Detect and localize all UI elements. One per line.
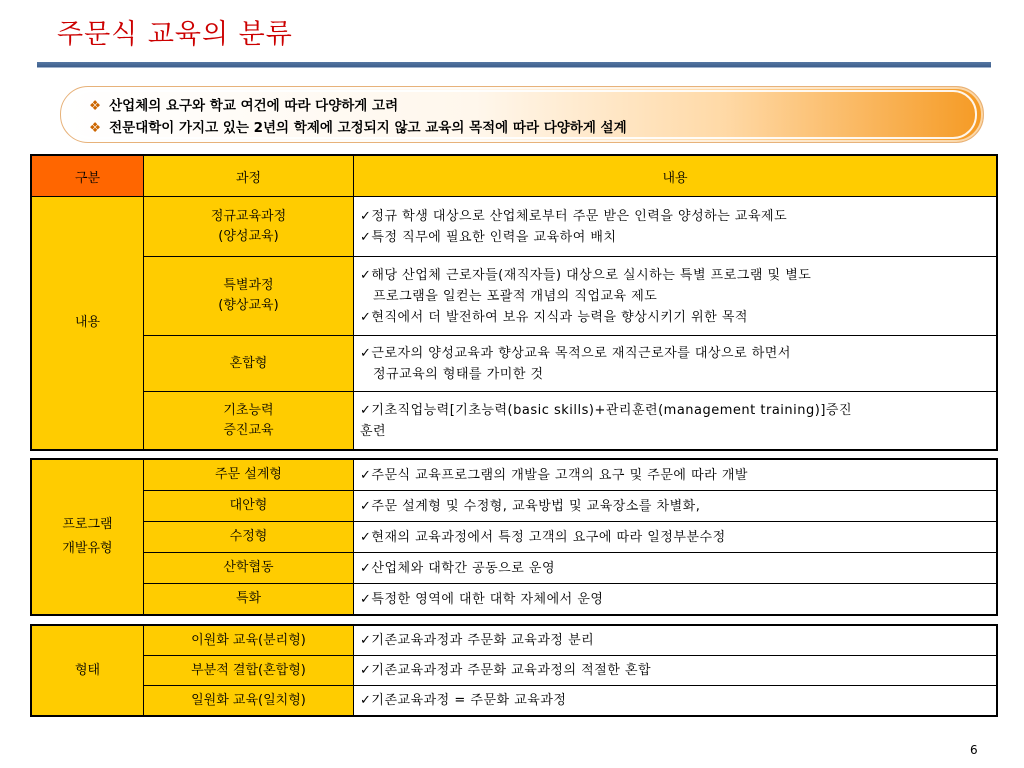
content-line: 훈련 <box>360 423 387 439</box>
process-cell: 대안형 <box>144 491 354 522</box>
process-cell: 부분적 결합(혼합형) <box>144 656 354 686</box>
category-cell-content: 내용 <box>32 197 144 450</box>
process-label: 특별과정 <box>223 278 274 293</box>
diamond-bullet-icon: ❖ <box>89 120 102 136</box>
category-label: 프로그램 <box>62 517 113 532</box>
page-number: 6 <box>970 743 978 757</box>
banner-item-2 <box>89 116 627 136</box>
table-row <box>32 257 997 336</box>
content-cell: ✓기존교육과정과 주문화 교육과정의 적절한 혼합 <box>354 656 997 686</box>
process-cell <box>144 336 354 392</box>
process-sublabel: (양성교육) <box>218 228 279 244</box>
content-cell: ✓주문식 교육프로그램의 개발을 고객의 요구 및 주문에 따라 개발 <box>354 460 997 491</box>
banner-text-2: 전문대학이 가지고 있는 2년의 학제에 고정되지 않고 교육의 목적에 따라 다양하게 설계 <box>109 120 627 136</box>
content-line: ✓특정 직무에 필요한 인력을 교육하여 배치 <box>360 229 617 245</box>
summary-banner <box>60 86 984 143</box>
content-line: ✓현직에서 더 발전하여 보유 지식과 능력을 향상시키기 위한 목적 <box>360 309 748 325</box>
table-row <box>32 197 997 257</box>
title-divider-thin <box>37 67 991 68</box>
content-cell: ✓산업체와 대학간 공동으로 운영 <box>354 553 997 584</box>
content-cell <box>354 257 997 336</box>
table-row <box>32 460 997 491</box>
content-line: 정규교육의 형태를 가미한 것 <box>373 366 544 382</box>
category-cell-form: 형태 <box>32 626 144 716</box>
content-table <box>31 155 997 450</box>
content-line: 프로그램을 일컫는 포괄적 개념의 직업교육 제도 <box>373 288 658 304</box>
content-cell <box>354 392 997 450</box>
process-cell <box>144 392 354 450</box>
content-cell: ✓현재의 교육과정에서 특정 고객의 요구에 따라 일정부분수정 <box>354 522 997 553</box>
content-cell <box>354 336 997 392</box>
banner-item-1 <box>89 94 398 114</box>
content-line: ✓해당 산업체 근로자들(재직자들) 대상으로 실시하는 특별 프로그램 및 별도 <box>360 267 812 283</box>
process-sublabel: 증진교육 <box>223 422 274 438</box>
content-cell: ✓주문 설계형 및 수정형, 교육방법 및 교육장소를 차별화, <box>354 491 997 522</box>
process-label: 정규교육과정 <box>210 208 287 224</box>
page-title: 주문식 교육의 분류 <box>57 19 293 50</box>
table-row <box>32 584 997 615</box>
content-cell: ✓기존교육과정과 주문화 교육과정 분리 <box>354 626 997 656</box>
header-row <box>32 156 997 197</box>
table-row <box>32 522 997 553</box>
program-type-table <box>31 459 997 615</box>
banner-text-1: 산업체의 요구와 학교 여건에 따라 다양하게 고려 <box>109 98 399 114</box>
process-cell <box>144 197 354 257</box>
process-cell: 일원화 교육(일치형) <box>144 686 354 716</box>
process-label: 기초능력 <box>223 402 274 418</box>
table-row <box>32 392 997 450</box>
content-cell: ✓특정한 영역에 대한 대학 자체에서 운영 <box>354 584 997 615</box>
diamond-bullet-icon: ❖ <box>89 98 102 114</box>
header-category: 구분 <box>32 156 144 197</box>
process-cell: 이원화 교육(분리형) <box>144 626 354 656</box>
content-line: ✓기초직업능력[기초능력(basic skills)+관리훈련(management training)]증진 <box>360 402 853 418</box>
category-cell-program <box>32 460 144 615</box>
content-cell <box>354 197 997 257</box>
content-cell: ✓기존교육과정 = 주문화 교육과정 <box>354 686 997 716</box>
table-row <box>32 491 997 522</box>
process-cell: 수정형 <box>144 522 354 553</box>
table-row <box>32 553 997 584</box>
process-cell <box>144 257 354 336</box>
table-row <box>32 626 997 656</box>
header-process: 과정 <box>144 156 354 197</box>
table-row <box>32 686 997 716</box>
header-content: 내용 <box>354 156 997 197</box>
process-cell: 주문 설계형 <box>144 460 354 491</box>
form-type-table <box>31 625 997 716</box>
content-line: ✓정규 학생 대상으로 산업체로부터 주문 받은 인력을 양성하는 교육제도 <box>360 208 788 224</box>
process-cell: 산학협동 <box>144 553 354 584</box>
process-label: 혼합형 <box>229 355 268 371</box>
process-sublabel: (향상교육) <box>218 298 279 313</box>
content-line: ✓근로자의 양성교육과 향상교육 목적으로 재직근로자를 대상으로 하면서 <box>360 345 791 361</box>
process-cell: 특화 <box>144 584 354 615</box>
table-row <box>32 656 997 686</box>
table-row <box>32 336 997 392</box>
category-label: 개발유형 <box>62 541 113 556</box>
